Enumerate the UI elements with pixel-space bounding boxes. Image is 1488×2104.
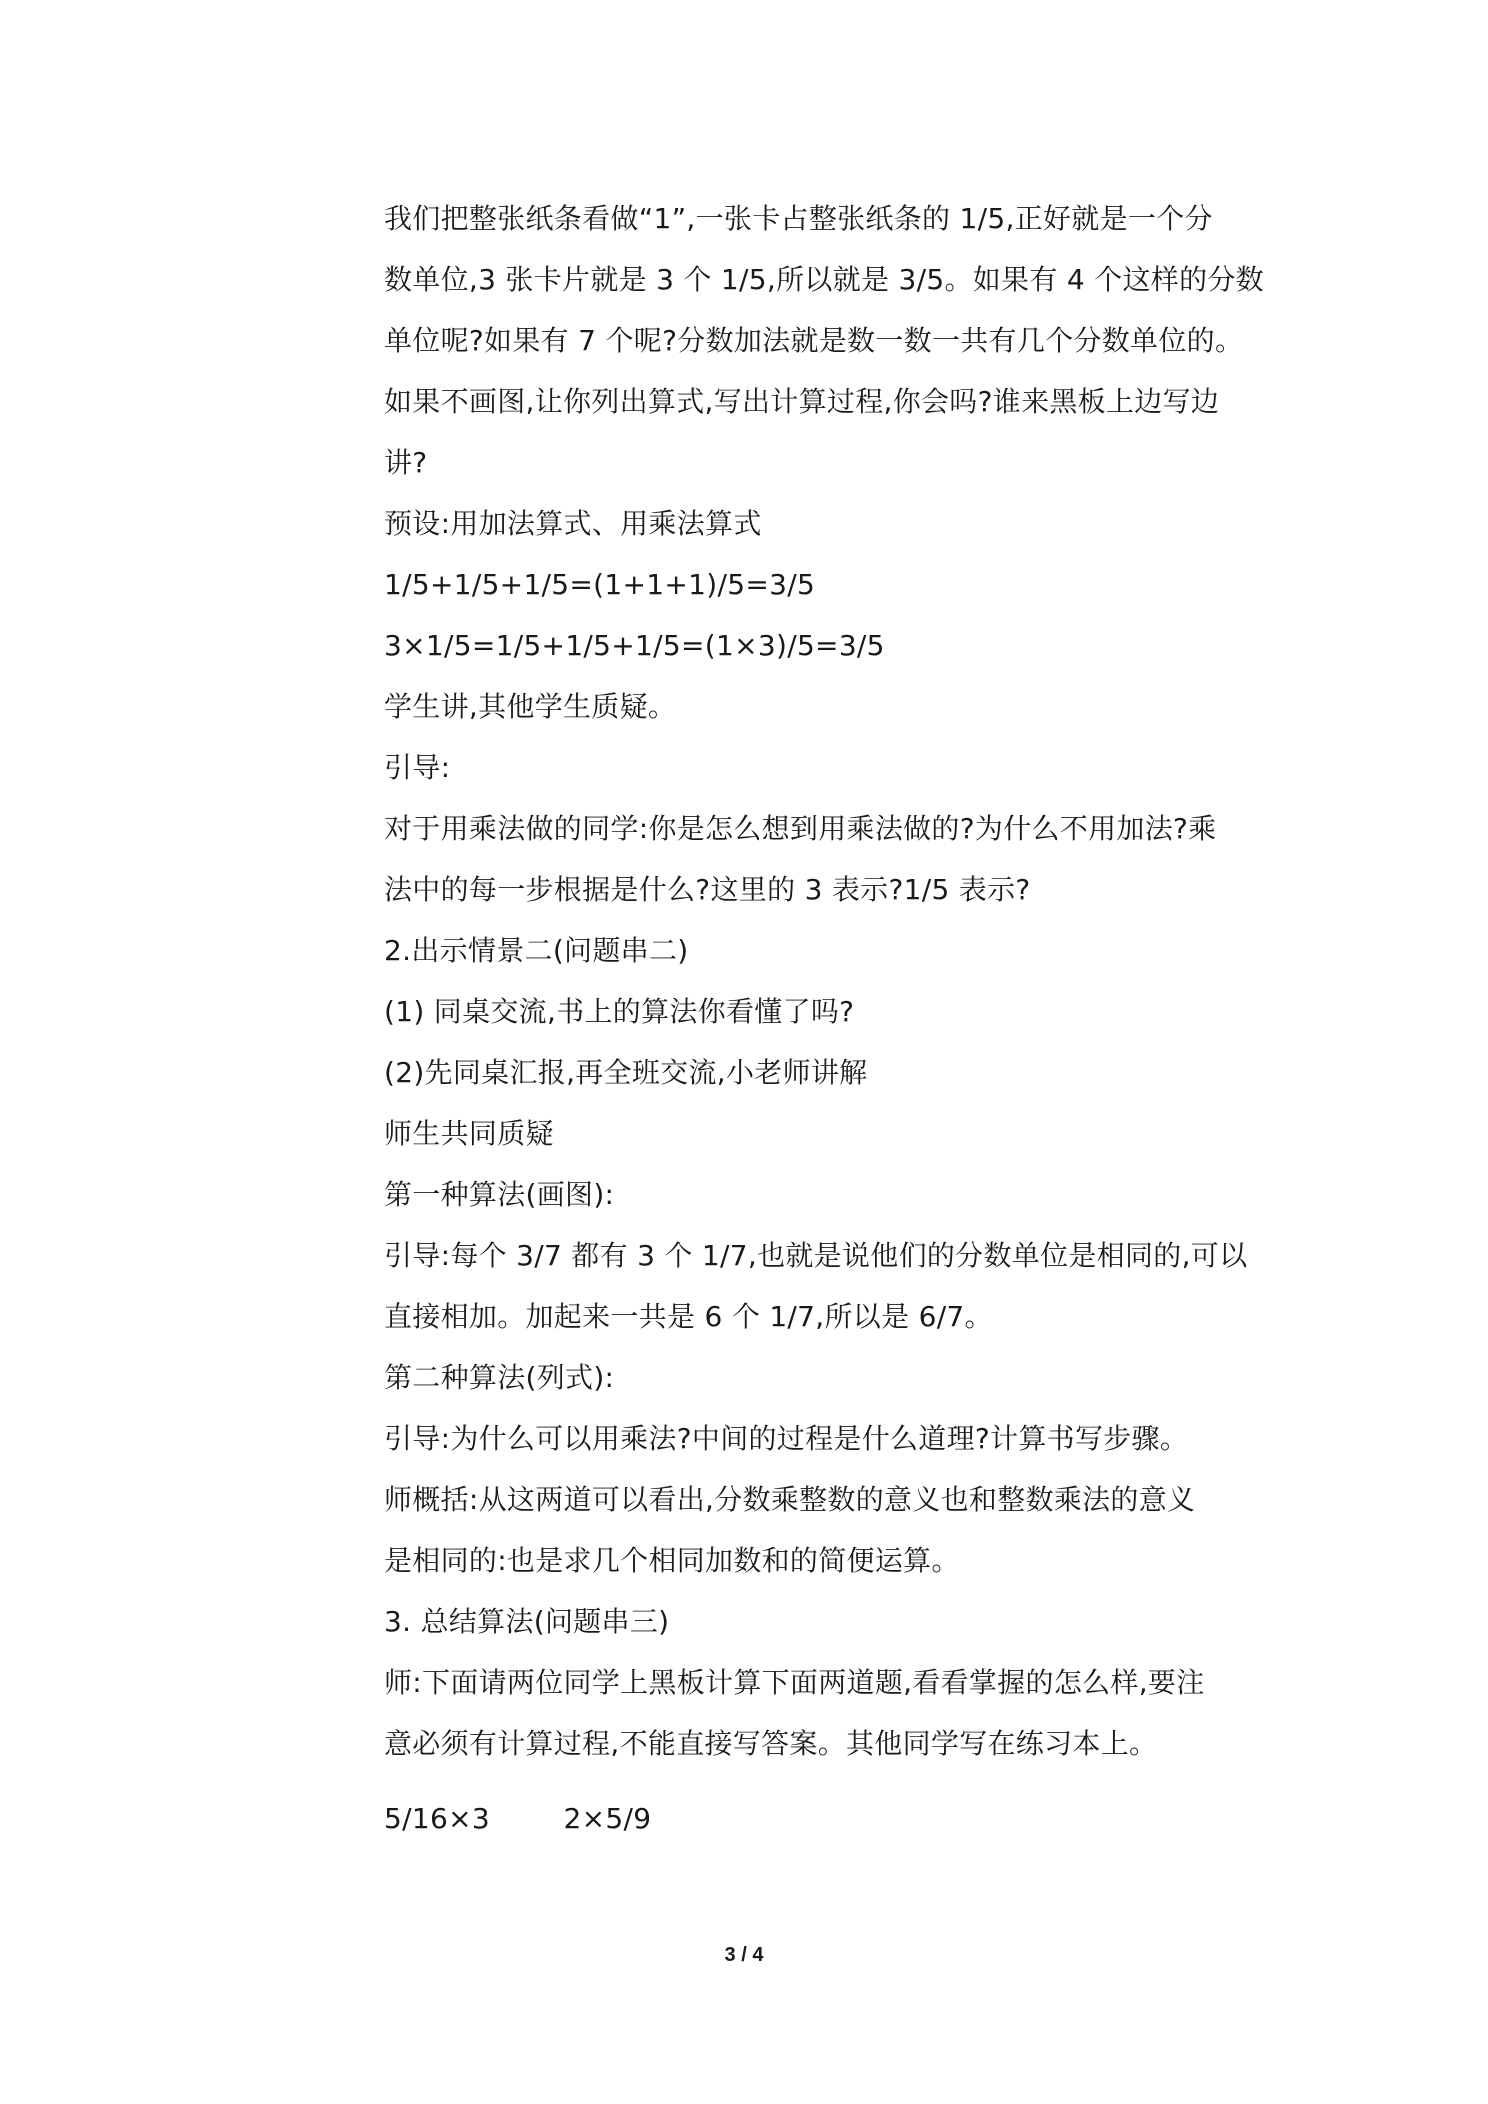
paragraph-line: 学生讲,其他学生质疑。 [384,690,677,723]
section-heading: 3. 总结算法(问题串三) [384,1605,670,1638]
paragraph-line: 单位呢?如果有 7 个呢?分数加法就是数一数一共有几个分数单位的。 [384,324,1244,357]
section-heading: 2.出示情景二(问题串二) [384,934,689,967]
paragraph-line: 师:下面请两位同学上黑板计算下面两道题,看看掌握的怎么样,要注 [384,1666,1205,1699]
paragraph-line: 法中的每一步根据是什么?这里的 3 表示?1/5 表示? [384,873,1031,906]
paragraph-line: 引导:为什么可以用乘法?中间的过程是什么道理?计算书写步骤。 [384,1422,1189,1455]
paragraph-line: 数单位,3 张卡片就是 3 个 1/5,所以就是 3/5。如果有 4 个这样的分数 [384,263,1264,296]
paragraph-line: 直接相加。加起来一共是 6 个 1/7,所以是 6/7。 [384,1300,993,1333]
paragraph-line: 讲? [384,446,428,479]
list-item: (2)先同桌汇报,再全班交流,小老师讲解 [384,1056,868,1089]
list-item: (1) 同桌交流,书上的算法你看懂了吗? [384,995,855,1028]
paragraph-line: 第二种算法(列式): [384,1361,615,1394]
paragraph-line: 意必须有计算过程,不能直接写答案。其他同学写在练习本上。 [384,1727,1158,1760]
paragraph-line: 如果不画图,让你列出算式,写出计算过程,你会吗?谁来黑板上边写边 [384,385,1220,418]
paragraph-line: 引导:每个 3/7 都有 3 个 1/7,也就是说他们的分数单位是相同的,可以 [384,1239,1248,1272]
formula-line: 3×1/5=1/5+1/5+1/5=(1×3)/5=3/5 [384,629,885,662]
paragraph-line: 师生共同质疑 [384,1117,554,1150]
paragraph-line: 是相同的:也是求几个相同加数和的简便运算。 [384,1544,960,1577]
page-number: 3 / 4 [724,1944,764,1966]
paragraph-line: 引导: [384,751,451,784]
document-body [384,188,1264,1849]
formula-line: 1/5+1/5+1/5=(1+1+1)/5=3/5 [384,568,816,601]
paragraph-line: 师概括:从这两道可以看出,分数乘整数的意义也和整数乘法的意义 [384,1483,1196,1516]
paragraph-line: 对于用乘法做的同学:你是怎么想到用乘法做的?为什么不用加法?乘 [384,812,1217,845]
paragraph-line: 第一种算法(画图): [384,1178,615,1211]
paragraph-line: 预设:用加法算式、用乘法算式 [384,507,762,540]
formula-line: 5/16×3 2×5/9 [384,1802,652,1835]
paragraph-line: 我们把整张纸条看做“1”,一张卡占整张纸条的 1/5,正好就是一个分 [384,202,1213,235]
